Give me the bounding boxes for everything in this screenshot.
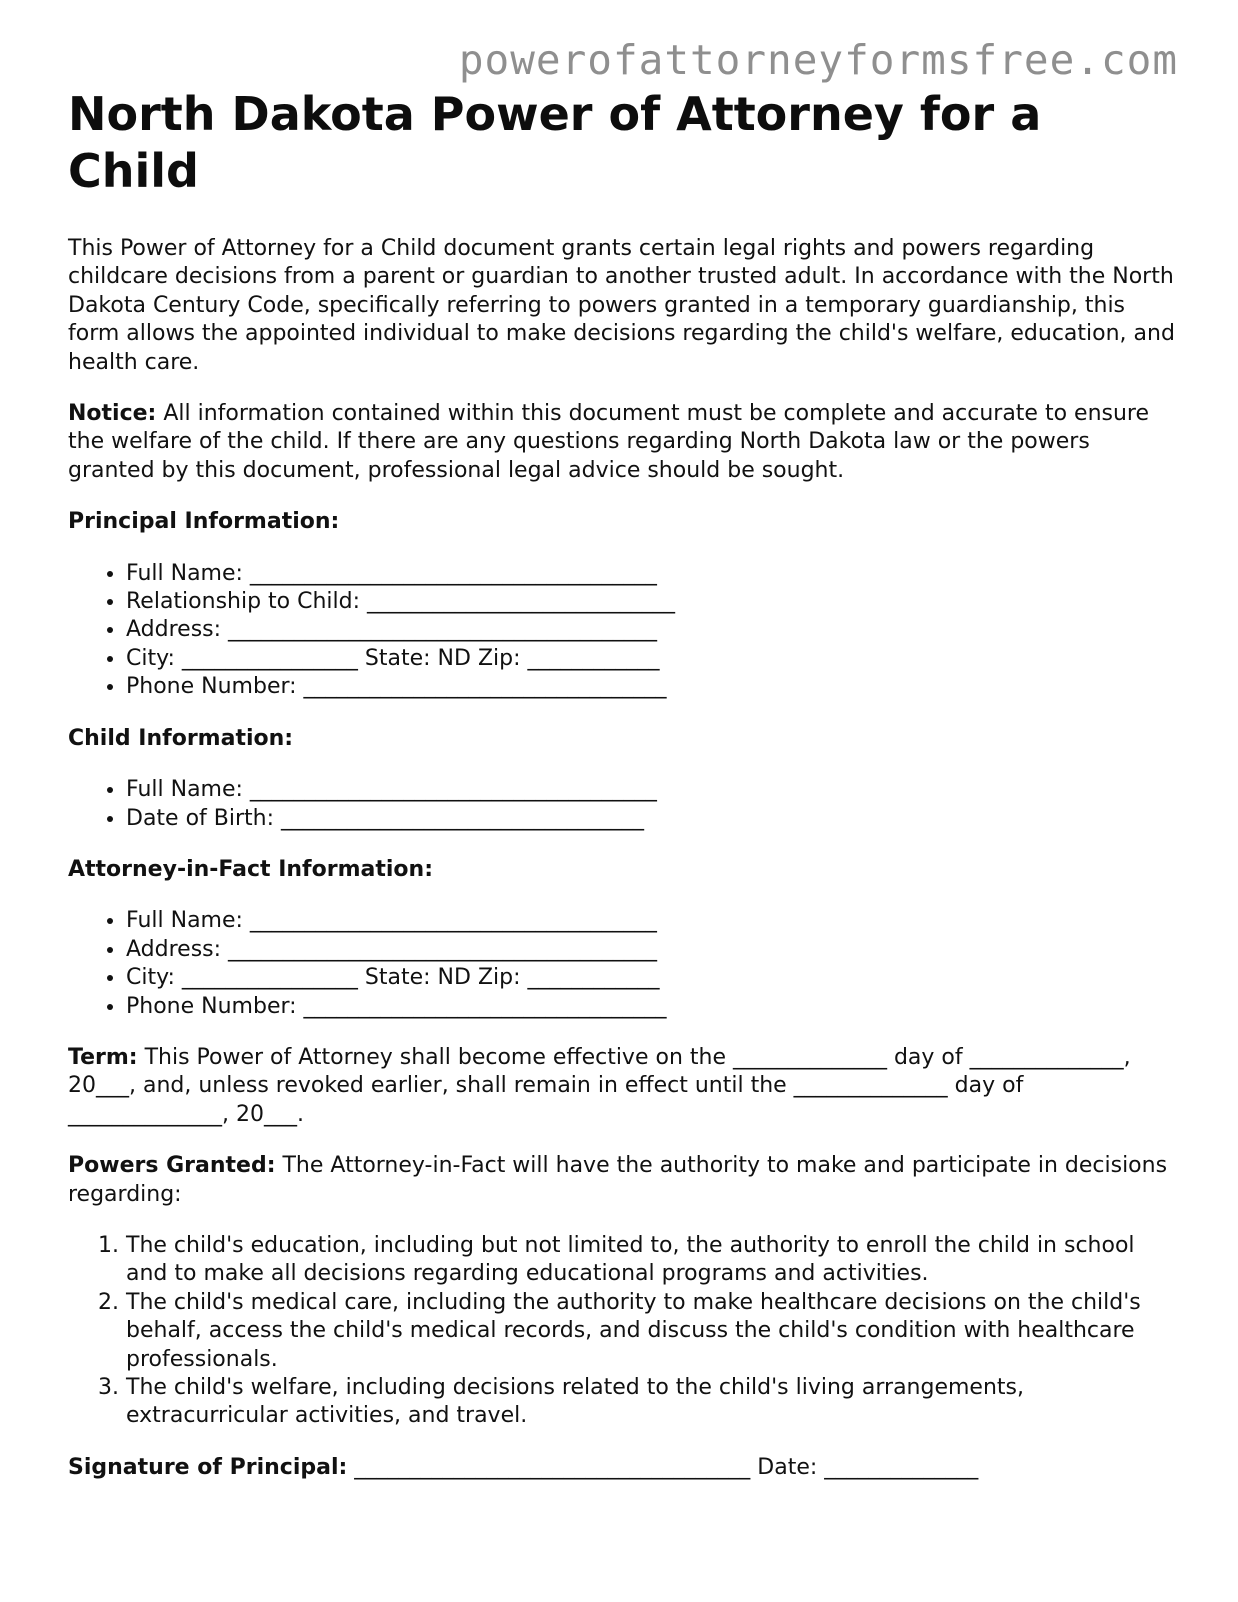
principal-relationship-field[interactable]: • Relationship to Child: ____________________________	[126, 588, 1178, 616]
principal-heading: Principal Information:	[68, 509, 340, 535]
term-paragraph[interactable]	[68, 1044, 1178, 1129]
attorney-full-name-field[interactable]: • Full Name: _____________________________________	[126, 907, 1178, 935]
power-item-welfare: 3. The child's welfare, including decisions related to the child's living arrangements, extracurricular activities, and travel.	[126, 1374, 1178, 1431]
notice-label: Notice:	[68, 401, 157, 427]
attorney-list	[68, 907, 1178, 1021]
powers-paragraph	[68, 1152, 1178, 1209]
power-item-medical: 2. The child's medical care, including the authority to make healthcare decisions on the child's behalf, access the child's medical records, and discuss the child's condition with healthcare professionals.	[126, 1289, 1178, 1374]
attorney-address-field[interactable]: • Address: _______________________________________	[126, 936, 1178, 964]
document-body	[68, 86, 1178, 1482]
principal-list	[68, 560, 1178, 702]
signature-label: Signature of Principal:	[68, 1454, 348, 1480]
principal-address-field[interactable]: • Address: _______________________________________	[126, 616, 1178, 644]
signature-text: ____________________________________ Date: ______________	[347, 1454, 979, 1480]
signature-line[interactable]	[68, 1454, 1178, 1482]
principal-phone-field[interactable]: • Phone Number: _________________________________	[126, 673, 1178, 701]
intro-paragraph: This Power of Attorney for a Child document grants certain legal rights and powers regarding childcare decisions from a parent or guardian to another trusted adult. In accordance with the North Dakota Century Code, specifically referring to powers granted in a temporary guardianship, this form allows the appointed individual to make decisions regarding the child's welfare, education, and health care.	[68, 236, 1175, 375]
principal-city-state-zip-field[interactable]: • City: ________________ State: ND Zip: ____________	[126, 645, 1178, 673]
principal-full-name-field[interactable]: • Full Name: _____________________________________	[126, 560, 1178, 588]
attorney-city-state-zip-field[interactable]: • City: ________________ State: ND Zip: ____________	[126, 964, 1178, 992]
powers-list	[68, 1232, 1178, 1431]
powers-text: The Attorney-in-Fact will have the authority to make and participate in decisions regarding:	[68, 1153, 1168, 1207]
notice-paragraph	[68, 400, 1178, 485]
child-dob-field[interactable]: • Date of Birth: _________________________________	[126, 805, 1178, 833]
term-text: This Power of Attorney shall become effective on the ______________ day of ______________, 20___, and, unless revoked earlier, shall remain in effect until the ______________ day of ______________, 20___.	[68, 1044, 1131, 1127]
notice-text: All information contained within this document must be complete and accurate to ensure the welfare of the child. If there are any questions regarding North Dakota law or the powers granted by this document, professional legal advice should be sought.	[68, 401, 1150, 483]
term-label: Term:	[68, 1044, 138, 1070]
attorney-heading: Attorney-in-Fact Information:	[68, 856, 433, 882]
page-title: North Dakota Power of Attorney for a Child	[68, 87, 1042, 198]
power-item-education: 1. The child's education, including but not limited to, the authority to enroll the child in school and to make all decisions regarding educational programs and activities.	[126, 1232, 1178, 1289]
powers-label: Powers Granted:	[68, 1153, 276, 1179]
child-list	[68, 776, 1178, 833]
watermark: powerofattorneyformsfree.com	[458, 36, 1178, 84]
child-full-name-field[interactable]: • Full Name: _____________________________________	[126, 776, 1178, 804]
child-heading: Child Information:	[68, 725, 294, 751]
attorney-phone-field[interactable]: • Phone Number: _________________________________	[126, 993, 1178, 1021]
